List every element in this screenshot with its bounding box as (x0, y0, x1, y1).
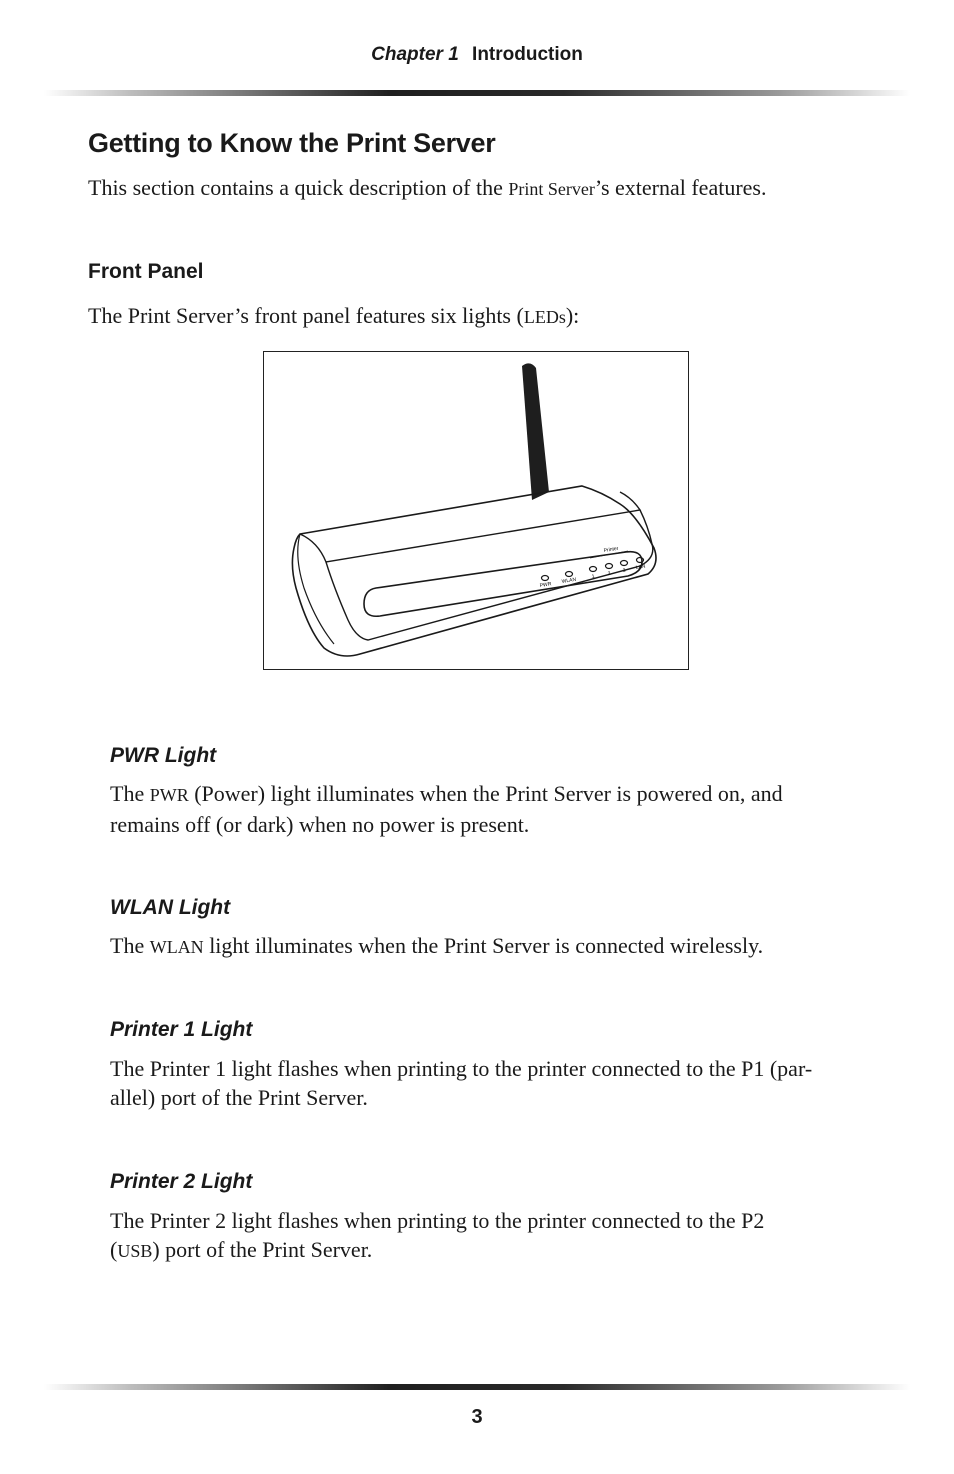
header-rule (44, 90, 910, 96)
wlan-light-text (110, 931, 763, 962)
pwr-led-label: PWR (539, 581, 552, 589)
page-number: 3 (471, 1406, 483, 1428)
printer3-led-icon (621, 561, 628, 566)
device-side-curve (298, 534, 334, 644)
wlan-line1-end: light illuminates when the Print Server is connected wirelessly. (203, 933, 764, 958)
pwr-light-line-2: remains off (or dark) when no power is present. (110, 812, 530, 837)
wlan-line1-abbrev: WLAN (149, 937, 204, 957)
lan-led-label: LAN (635, 563, 646, 571)
wlan-light-heading: WLAN Light (110, 896, 231, 919)
wlan-led-icon (566, 572, 573, 577)
print-server-illustration (263, 351, 689, 670)
intro-text-product: Print Server (508, 179, 595, 199)
pwr-line1-start: The (110, 781, 150, 806)
device-body-outline (292, 486, 656, 656)
running-header (0, 44, 954, 66)
pwr-line1-end: (Power) light illuminates when the Print Server is powered on, and (188, 781, 783, 806)
antenna-shape (522, 363, 549, 500)
pwr-light-text (110, 779, 783, 839)
front-panel-text-start: The Print Server’s front panel features six lights ( (88, 303, 524, 328)
pwr-line1-abbrev: PWR (149, 785, 189, 805)
wlan-led-label: WLAN (561, 576, 577, 585)
footer-rule (44, 1384, 910, 1390)
device-front-face (326, 510, 653, 640)
printer2-light-text (110, 1206, 764, 1266)
intro-text-end: ’s external features. (594, 175, 767, 200)
front-panel-text-end: ): (565, 303, 580, 328)
pwr-light-heading: PWR Light (110, 744, 217, 767)
printer1-led-icon (590, 567, 597, 572)
printer2-line2-end: ) port of the Print Server. (152, 1237, 373, 1262)
front-panel-window (364, 552, 642, 617)
printer-group-label: Printer (603, 545, 619, 554)
device-top-edge (300, 492, 640, 562)
printer2-light-line-1: The Printer 2 light flashes when printing to the printer connected to the P2 (110, 1208, 765, 1233)
printer3-led-label: 3 (622, 567, 627, 574)
printer2-line2-start: ( (110, 1237, 118, 1262)
printer2-led-icon (606, 564, 613, 569)
printer1-light-line-1: The Printer 1 light flashes when printing to the printer connected to the P1 (par- (110, 1056, 813, 1081)
printer2-light-line-2 (110, 1235, 764, 1266)
pwr-light-line-1 (110, 779, 783, 810)
front-panel-text (88, 301, 579, 332)
section-title: Getting to Know the Print Server (88, 128, 496, 158)
printer2-line2-abbrev: USB (117, 1241, 153, 1261)
section-intro (88, 173, 766, 204)
printer2-led-label: 2 (607, 570, 612, 577)
intro-text-start: This section contains a quick description of the (88, 175, 509, 200)
printer1-led-label: 1 (591, 573, 596, 580)
pwr-led-icon (542, 576, 549, 581)
front-panel-text-leds: LEDs (523, 307, 566, 327)
chapter-label: Chapter 1 (371, 44, 459, 65)
wlan-line1-start: The (110, 933, 150, 958)
printer1-light-line-2: allel) port of the Print Server. (110, 1085, 368, 1110)
chapter-title: Introduction (472, 44, 583, 65)
printer1-light-heading: Printer 1 Light (110, 1018, 253, 1041)
front-panel-heading: Front Panel (88, 260, 204, 283)
printer2-light-heading: Printer 2 Light (110, 1170, 253, 1193)
printer1-light-text (110, 1054, 812, 1112)
